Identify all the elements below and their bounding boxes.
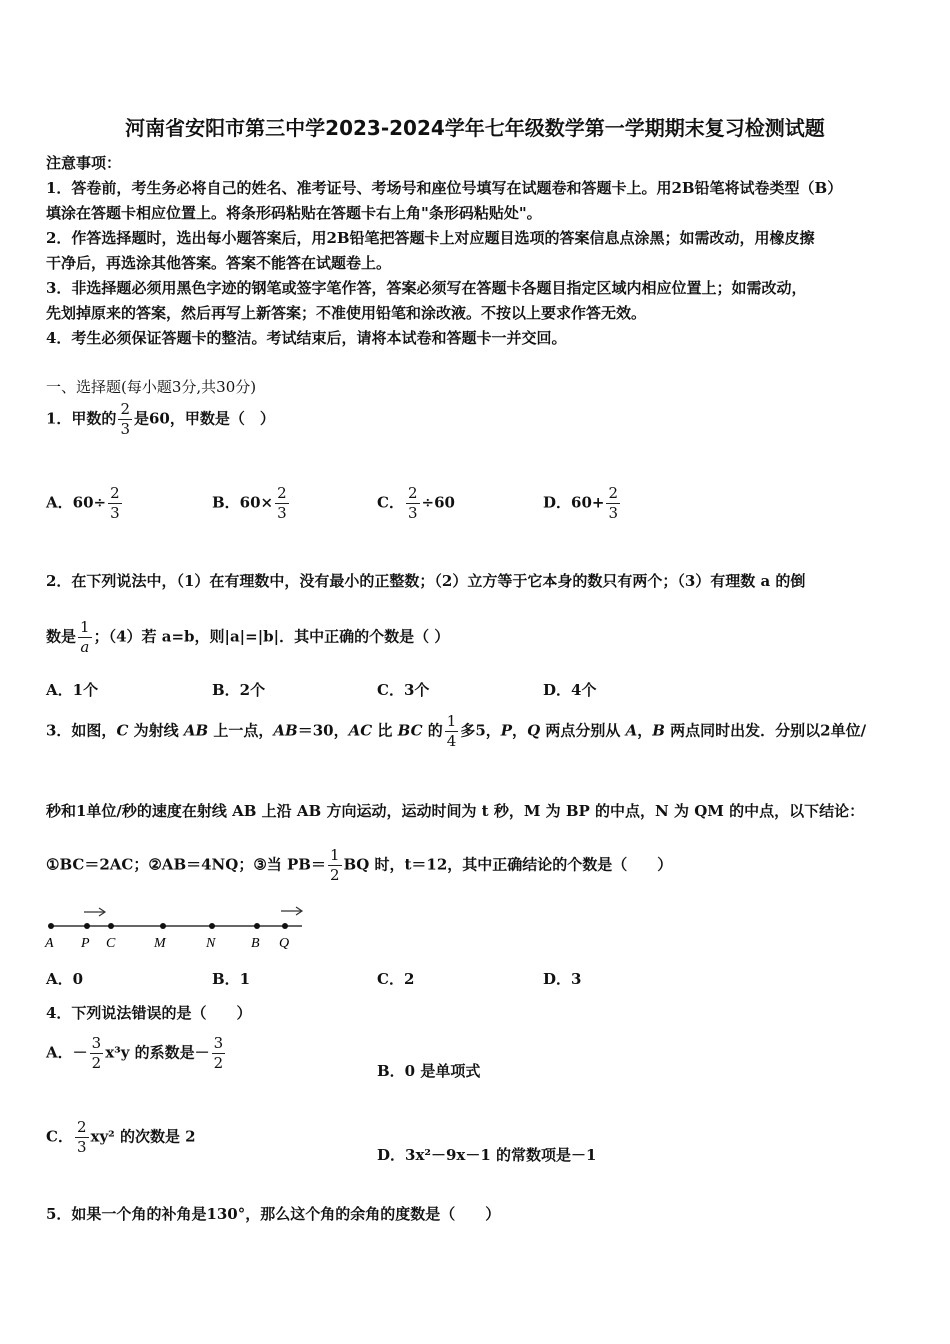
- question-2-line-2: 数是 $\frac{1}{a}$ ；（4）若 a=b，则|a|=|b|．其中正确的个数是（ ）: [46, 618, 450, 656]
- question-2-option-a: A．1个: [46, 681, 99, 699]
- question-5-stem: 5．如果一个角的补角是130°，那么这个角的余角的度数是（ ）: [46, 1205, 501, 1223]
- point-label: B: [251, 936, 260, 951]
- notice-line: 先划掉原来的答案，然后再写上新答案；不准使用铅笔和涂改液。不按以上要求作答无效。: [46, 304, 647, 322]
- question-3-option-c: C．2: [377, 970, 415, 988]
- question-1-option-b: B．60× $\frac{2}{3}$: [212, 484, 287, 522]
- question-3-line-2: 秒和1单位/秒的速度在射线 AB 上沿 AB 方向运动，运动时间为 t 秒，M 为 BP 的中点，N 为 QM 的中点，以下结论：: [46, 802, 865, 820]
- point-label: A: [45, 936, 54, 951]
- question-2-option-d: D．4个: [543, 681, 597, 699]
- question-2-line-1: 2．在下列说法中，（1）在有理数中，没有最小的正整数；（2）立方等于它本身的数只有两个；（3）有理数 a 的倒: [46, 572, 806, 590]
- question-3-option-d: D．3: [543, 970, 582, 988]
- question-2-option-c: C．3个: [377, 681, 430, 699]
- question-4-stem: 4．下列说法错误的是（ ）: [46, 1004, 252, 1022]
- notice-line: 干净后，再选涂其他答案。答案不能答在试题卷上。: [46, 254, 392, 272]
- section-heading: 一、选择题(每小题3分,共30分): [46, 378, 257, 396]
- question-1-option-d: D．60+ $\frac{2}{3}$: [543, 484, 618, 522]
- question-3-line-1: 3．如图，C 为射线 AB 上一点，AB＝30，AC 比 BC 的 $\frac{1}{4}$ 多5，P，Q 两点分别从 A，B 两点同时出发．分别以2单位/: [46, 712, 867, 750]
- number-line-figure: [40, 898, 320, 954]
- notice-line: 1．答卷前，考生务必将自己的姓名、准考证号、考场号和座位号填写在试题卷和答题卡上。用2B铅笔将试卷类型（B）: [46, 179, 843, 197]
- notice-line: 3．非选择题必须用黑色字迹的钢笔或签字笔作答，答案必须写在答题卡各题目指定区域内相应位置上；如需改动，: [46, 279, 807, 297]
- point-label: C: [106, 936, 116, 951]
- notice-line: 4．考生必须保证答题卡的整洁。考试结束后，请将本试卷和答题卡一并交回。: [46, 329, 567, 347]
- question-1-option-a: A．60÷ $\frac{2}{3}$: [46, 484, 120, 522]
- question-1-option-c: C． $\frac{2}{3}$ ÷60: [377, 484, 455, 522]
- point-a: [48, 923, 54, 929]
- arrow-icon: [281, 907, 302, 915]
- notice-line: 填涂在答题卡相应位置上。将条形码粘贴在答题卡右上角"条形码粘贴处"。: [46, 204, 542, 222]
- question-4-option-a: A．－ $\frac{3}{2}$ x³y 的系数是－ $\frac{3}{2}$: [46, 1034, 224, 1072]
- question-4-option-d: D．3x²－9x－1 的常数项是－1: [377, 1146, 597, 1164]
- point-label: N: [206, 936, 216, 951]
- point-n: [209, 923, 215, 929]
- question-1-stem: 1．甲数的 $\frac{2}{3}$ 是60，甲数是（ ）: [46, 400, 275, 438]
- page-title: 河南省安阳市第三中学2023-2024学年七年级数学第一学期期末复习检测试题: [125, 116, 825, 140]
- notice-heading: 注意事项：: [46, 154, 122, 172]
- question-3-option-b: B．1: [212, 970, 251, 988]
- point-label: M: [154, 936, 166, 951]
- question-4-option-b: B．0 是单项式: [377, 1062, 481, 1080]
- point-q: [282, 923, 288, 929]
- point-label: Q: [279, 936, 290, 951]
- point-m: [160, 923, 166, 929]
- point-b: [254, 923, 260, 929]
- question-3-option-a: A．0: [46, 970, 84, 988]
- point-p: [84, 923, 90, 929]
- point-label: P: [81, 936, 90, 951]
- point-c: [108, 923, 114, 929]
- question-4-option-c: C． $\frac{2}{3}$ xy² 的次数是 2: [46, 1118, 196, 1156]
- arrow-icon: [84, 908, 105, 916]
- question-3-line-3: ①BC＝2AC；②AB＝4NQ；③当 PB＝ $\frac{1}{2}$ BQ 时，t＝12，其中正确结论的个数是（ ）: [46, 846, 673, 884]
- notice-line: 2．作答选择题时，选出每小题答案后，用2B铅笔把答题卡上对应题目选项的答案信息点涂黑；如需改动，用橡皮擦: [46, 229, 815, 247]
- question-2-option-b: B．2个: [212, 681, 266, 699]
